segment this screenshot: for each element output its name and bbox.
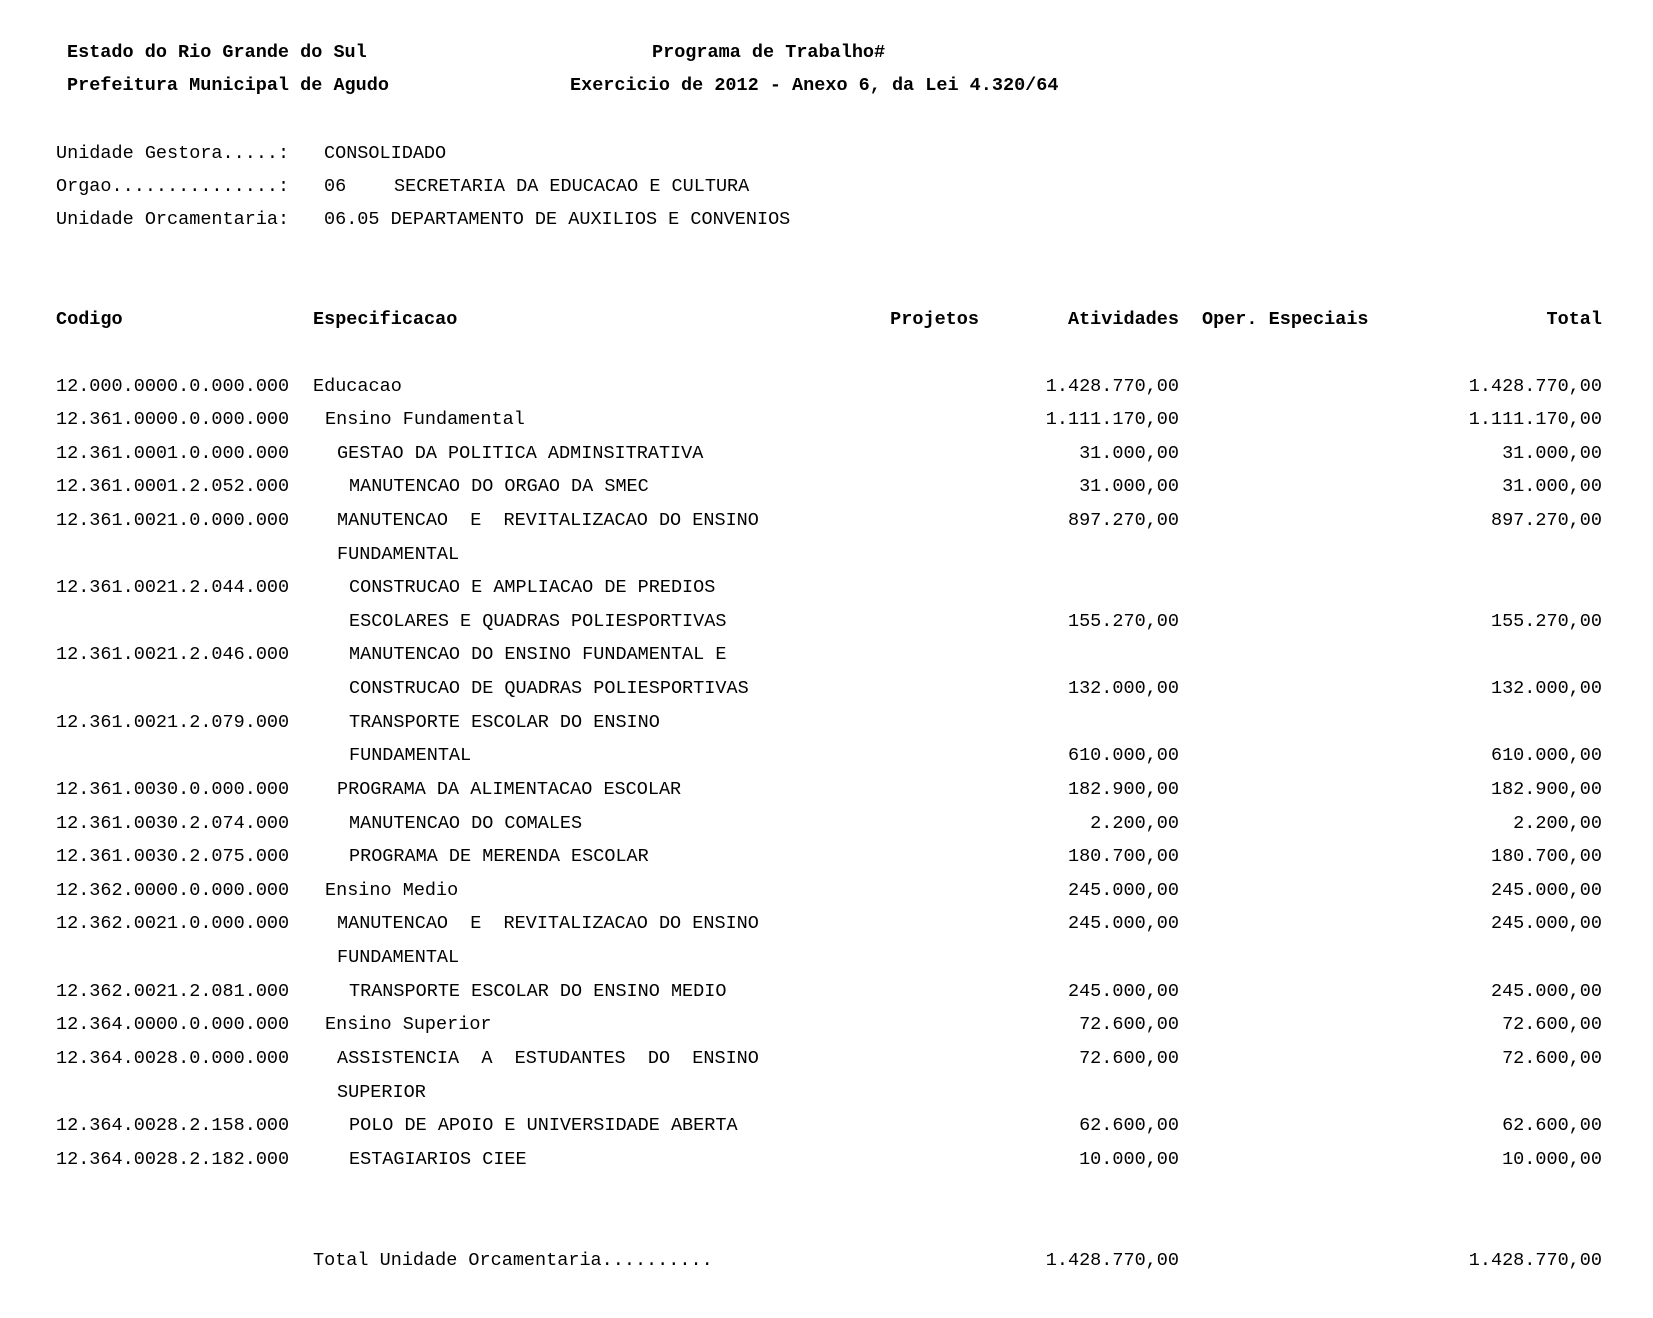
column-header-especificacao: Especificacao [313,309,458,330]
row-code: 12.361.0001.2.052.000 [56,476,290,497]
row-spec: ESCOLARES E QUADRAS POLIESPORTIVAS [349,611,727,632]
row-code: 12.361.0021.0.000.000 [56,510,290,531]
row-spec: TRANSPORTE ESCOLAR DO ENSINO [349,712,660,733]
row-total: 31.000,00 [1502,443,1602,464]
program-title: Programa de Trabalho# [652,42,886,63]
row-code: 12.361.0021.2.079.000 [56,712,290,733]
row-atividades: 1.428.770,00 [1045,376,1179,397]
total-unidade-label: Total Unidade Orcamentaria.......... [313,1250,713,1271]
orgao-label: Orgao...............: [56,176,290,197]
row-atividades: 62.600,00 [1079,1115,1179,1136]
row-spec: SUPERIOR [337,1082,426,1103]
row-total: 610.000,00 [1490,745,1602,766]
row-total: 1.111.170,00 [1468,409,1602,430]
state-name: Estado do Rio Grande do Sul [67,42,367,63]
unidade-orcamentaria-value: 06.05 DEPARTAMENTO DE AUXILIOS E CONVENIOS [324,209,791,230]
row-code: 12.364.0000.0.000.000 [56,1014,290,1035]
row-atividades: 10.000,00 [1079,1149,1179,1170]
row-spec: FUNDAMENTAL [337,947,460,968]
row-spec: MANUTENCAO DO COMALES [349,813,583,834]
row-spec: FUNDAMENTAL [337,544,460,565]
row-atividades: 31.000,00 [1079,476,1179,497]
row-total: 245.000,00 [1490,981,1602,1002]
row-code: 12.362.0000.0.000.000 [56,880,290,901]
row-atividades: 2.200,00 [1090,813,1179,834]
row-total: 132.000,00 [1490,678,1602,699]
row-code: 12.364.0028.0.000.000 [56,1048,290,1069]
row-spec: Educacao [313,376,402,397]
unidade-gestora-label: Unidade Gestora.....: [56,143,290,164]
column-header-codigo: Codigo [56,309,123,330]
column-header-projetos: Projetos [890,309,979,330]
row-code: 12.364.0028.2.182.000 [56,1149,290,1170]
unidade-orcamentaria-label: Unidade Orcamentaria: [56,209,290,230]
row-spec: CONSTRUCAO DE QUADRAS POLIESPORTIVAS [349,678,749,699]
row-total: 180.700,00 [1490,846,1602,867]
city-hall-name: Prefeitura Municipal de Agudo [67,75,389,96]
row-total: 10.000,00 [1502,1149,1602,1170]
row-total: 72.600,00 [1502,1014,1602,1035]
row-spec: GESTAO DA POLITICA ADMINSITRATIVA [337,443,704,464]
row-total: 62.600,00 [1502,1115,1602,1136]
row-total: 182.900,00 [1490,779,1602,800]
row-spec: MANUTENCAO E REVITALIZACAO DO ENSINO [337,510,759,531]
row-code: 12.361.0021.2.046.000 [56,644,290,665]
row-atividades: 72.600,00 [1079,1048,1179,1069]
row-spec: ASSISTENCIA A ESTUDANTES DO ENSINO [337,1048,759,1069]
row-spec: POLO DE APOIO E UNIVERSIDADE ABERTA [349,1115,738,1136]
row-atividades: 1.111.170,00 [1045,409,1179,430]
row-code: 12.362.0021.2.081.000 [56,981,290,1002]
row-atividades: 182.900,00 [1067,779,1179,800]
row-spec: FUNDAMENTAL [349,745,472,766]
row-code: 12.361.0030.2.074.000 [56,813,290,834]
exercise-subtitle: Exercicio de 2012 - Anexo 6, da Lei 4.320/64 [570,75,1059,96]
row-spec: Ensino Medio [325,880,459,901]
row-code: 12.362.0021.0.000.000 [56,913,290,934]
row-code: 12.361.0021.2.044.000 [56,577,290,598]
row-atividades: 72.600,00 [1079,1014,1179,1035]
row-total: 2.200,00 [1513,813,1602,834]
row-atividades: 155.270,00 [1067,611,1179,632]
row-code: 12.361.0030.0.000.000 [56,779,290,800]
column-header-atividades: Atividades [1067,309,1179,330]
total-unidade-total: 1.428.770,00 [1468,1250,1602,1271]
row-code: 12.000.0000.0.000.000 [56,376,290,397]
unidade-gestora-value: CONSOLIDADO [324,143,447,164]
row-total: 897.270,00 [1490,510,1602,531]
row-spec: MANUTENCAO E REVITALIZACAO DO ENSINO [337,913,759,934]
orgao-code: 06 [324,176,347,197]
row-atividades: 245.000,00 [1067,913,1179,934]
row-atividades: 245.000,00 [1067,880,1179,901]
row-atividades: 31.000,00 [1079,443,1179,464]
column-header-oper-especiais: Oper. Especiais [1202,309,1369,330]
row-total: 155.270,00 [1490,611,1602,632]
row-atividades: 132.000,00 [1067,678,1179,699]
orgao-name: SECRETARIA DA EDUCACAO E CULTURA [394,176,750,197]
row-code: 12.364.0028.2.158.000 [56,1115,290,1136]
row-code: 12.361.0000.0.000.000 [56,409,290,430]
row-spec: PROGRAMA DA ALIMENTACAO ESCOLAR [337,779,682,800]
row-total: 245.000,00 [1490,880,1602,901]
row-spec: ESTAGIARIOS CIEE [349,1149,527,1170]
row-spec: TRANSPORTE ESCOLAR DO ENSINO MEDIO [349,981,727,1002]
row-spec: CONSTRUCAO E AMPLIACAO DE PREDIOS [349,577,716,598]
row-atividades: 897.270,00 [1067,510,1179,531]
row-spec: MANUTENCAO DO ORGAO DA SMEC [349,476,649,497]
row-spec: Ensino Superior [325,1014,492,1035]
row-total: 1.428.770,00 [1468,376,1602,397]
row-code: 12.361.0001.0.000.000 [56,443,290,464]
row-total: 245.000,00 [1490,913,1602,934]
row-atividades: 610.000,00 [1067,745,1179,766]
row-spec: PROGRAMA DE MERENDA ESCOLAR [349,846,649,867]
row-total: 72.600,00 [1502,1048,1602,1069]
row-total: 31.000,00 [1502,476,1602,497]
row-spec: Ensino Fundamental [325,409,525,430]
row-atividades: 245.000,00 [1067,981,1179,1002]
column-header-total: Total [1546,309,1602,330]
row-atividades: 180.700,00 [1067,846,1179,867]
row-spec: MANUTENCAO DO ENSINO FUNDAMENTAL E [349,644,727,665]
total-unidade-atividades: 1.428.770,00 [1045,1250,1179,1271]
row-code: 12.361.0030.2.075.000 [56,846,290,867]
